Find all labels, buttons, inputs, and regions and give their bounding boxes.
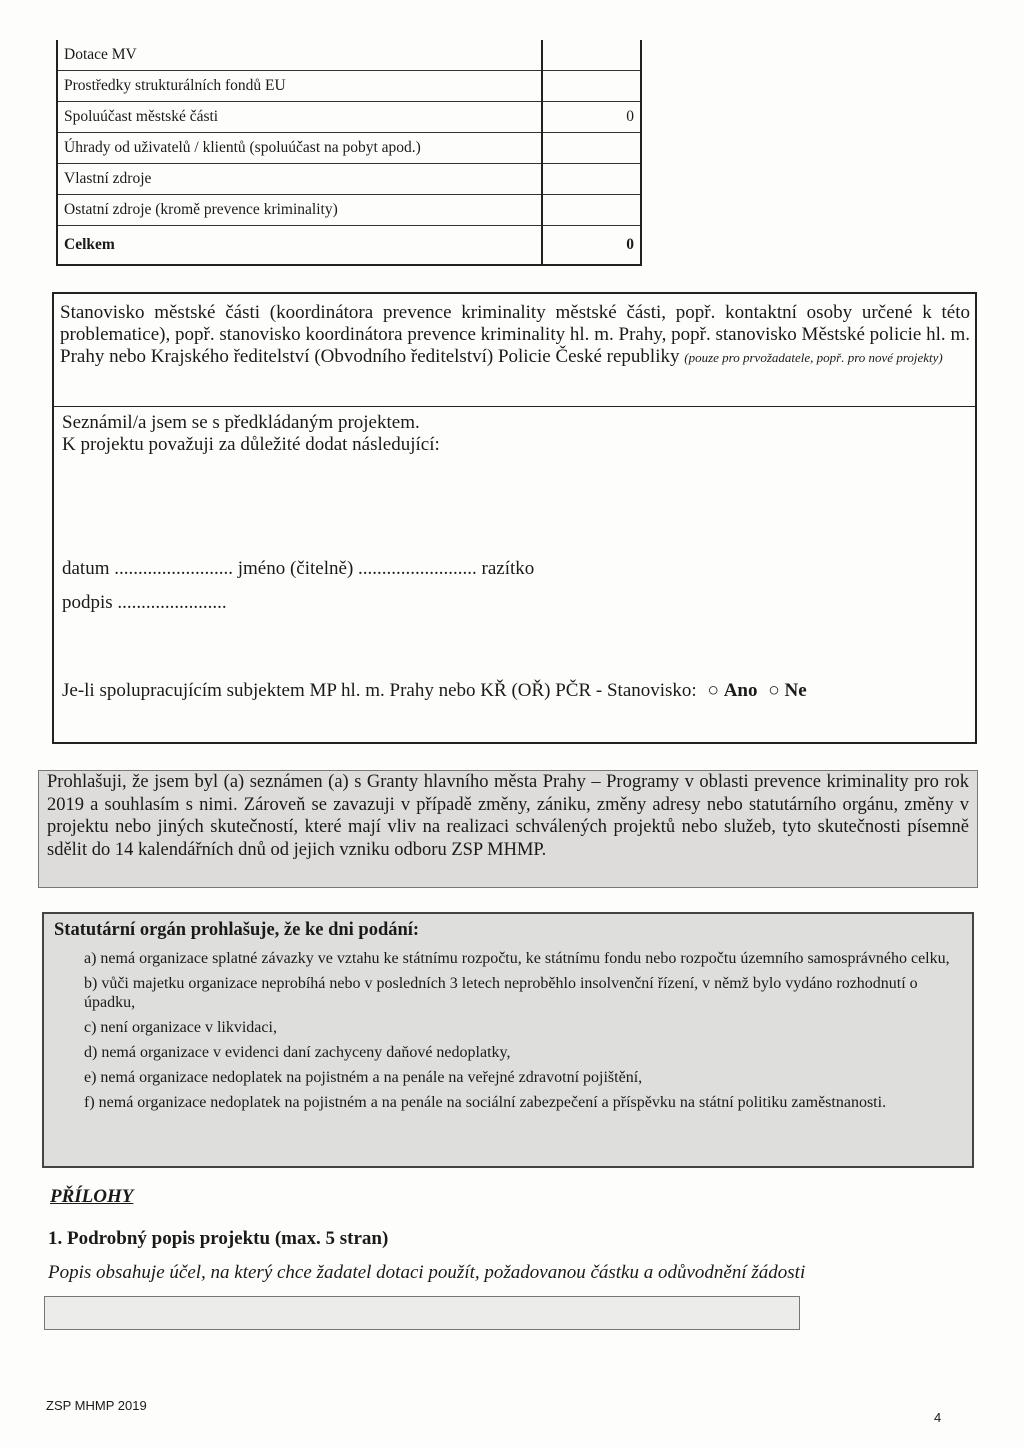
table-row bbox=[57, 40, 641, 71]
list-item: a) nemá organizace splatné závazky ve vztahu ke státnímu rozpočtu, ke státnímu fondu nebo rozpočtu územního samosprávného celku, bbox=[84, 950, 950, 967]
list-item: b) vůči majetku organizace neprobíhá nebo v posledních 3 letech neproběhlo insolvenční řízení, v němž bylo vydáno rozhodnutí o úpadku, bbox=[84, 975, 918, 1011]
total-value: 0 bbox=[542, 226, 641, 266]
row-label: Úhrady od uživatelů / klientů (spoluúčast na pobyt apod.) bbox=[57, 133, 542, 164]
table-row bbox=[57, 164, 641, 195]
page-number: 4 bbox=[934, 1410, 942, 1425]
radio-no-icon[interactable]: ○ bbox=[768, 680, 780, 701]
cooperation-line bbox=[62, 680, 807, 702]
list-item: d) nemá organizace v evidenci daní zachyceny daňové nedoplatky, bbox=[84, 1044, 511, 1061]
row-value[interactable] bbox=[542, 164, 641, 195]
opinion-heading-main: Stanovisko městské části (koordinátora prevence kriminality městské části, popř. kontaktní osoby určené k této problematice), popř. stanovisko koordinátora prevence kriminality hl. m. Prahy, popř. stanovisko Městské policie hl. m. Prahy nebo Krajského ředitelství (Obvodního ředitelství) Policie České republiky bbox=[60, 302, 970, 367]
total-label: Celkem bbox=[57, 226, 542, 266]
row-label: Prostředky strukturálních fondů EU bbox=[57, 71, 542, 102]
opinion-heading-note: (pouze pro prvožadatele, popř. pro nové projekty) bbox=[684, 350, 943, 365]
table-total-row bbox=[57, 226, 641, 266]
option-yes-label[interactable]: Ano bbox=[723, 680, 758, 701]
radio-yes-icon[interactable]: ○ bbox=[707, 680, 719, 701]
footer-label: ZSP MHMP 2019 bbox=[46, 1398, 147, 1413]
opinion-text-line: K projektu považuji za důležité dodat následující: bbox=[62, 434, 440, 455]
row-value[interactable] bbox=[542, 195, 641, 226]
declaration-text: Prohlašuji, že jsem byl (a) seznámen (a) s Granty hlavního města Prahy – Programy v oblasti prevence kriminality pro rok 2019 a souhlasím s nimi. Zároveň se zavazuji v případě změny, zániku, změny adresy nebo statutárního orgánu, změny v projektu nebo jiných skutečností, které mají vliv na realizaci schválených projektů nebo služeb, tyto skutečnosti písemně sdělit do 14 kalendářních dnů od jejich vzniku odboru ZSP MHMP. bbox=[47, 772, 969, 860]
table-row bbox=[57, 195, 641, 226]
row-label: Ostatní zdroje (kromě prevence kriminality) bbox=[57, 195, 542, 226]
table-row bbox=[57, 71, 641, 102]
attachment-input-field[interactable] bbox=[44, 1296, 800, 1330]
statutory-title: Statutární orgán prohlašuje, že ke dni podání: bbox=[54, 920, 420, 940]
list-item: f) nemá organizace nedoplatek na pojistném a na penále na sociální zabezpečení a příspěvku na státní politiku zaměstnanosti. bbox=[84, 1094, 887, 1111]
declaration-box bbox=[38, 770, 978, 888]
list-item: e) nemá organizace nedoplatek na pojistném a na penále na veřejné zdravotní pojištění, bbox=[84, 1069, 643, 1086]
option-no-label[interactable]: Ne bbox=[784, 680, 807, 701]
row-value[interactable] bbox=[542, 71, 641, 102]
row-value[interactable]: 0 bbox=[542, 102, 641, 133]
cooperation-text: Je-li spolupracujícím subjektem MP hl. m. Prahy nebo KŘ (OŘ) PČR - Stanovisko: bbox=[62, 680, 697, 701]
opinion-box bbox=[52, 292, 977, 744]
row-label: Vlastní zdroje bbox=[57, 164, 542, 195]
attachments-heading: PŘÍLOHY bbox=[50, 1186, 134, 1207]
opinion-text-line: Seznámil/a jsem se s předkládaným projektem. bbox=[62, 412, 420, 433]
row-label: Dotace MV bbox=[57, 40, 542, 71]
opinion-heading bbox=[60, 302, 970, 369]
funding-table bbox=[56, 40, 642, 266]
statutory-box bbox=[42, 912, 974, 1168]
row-value[interactable] bbox=[542, 40, 641, 71]
table-row bbox=[57, 133, 641, 164]
list-item: c) není organizace v likvidaci, bbox=[84, 1019, 277, 1036]
table-row bbox=[57, 102, 641, 133]
attachment-title: 1. Podrobný popis projektu (max. 5 stran) bbox=[48, 1228, 389, 1249]
divider bbox=[54, 406, 975, 407]
attachment-description: Popis obsahuje účel, na který chce žadatel dotaci použít, požadovanou částku a odůvodnění žádosti bbox=[48, 1262, 806, 1283]
signature-line[interactable]: datum ......................... jméno (čitelně) ......................... razítko bbox=[62, 558, 535, 579]
podpis-line[interactable]: podpis ....................... bbox=[62, 592, 227, 613]
row-value[interactable] bbox=[542, 133, 641, 164]
row-label: Spoluúčast městské části bbox=[57, 102, 542, 133]
